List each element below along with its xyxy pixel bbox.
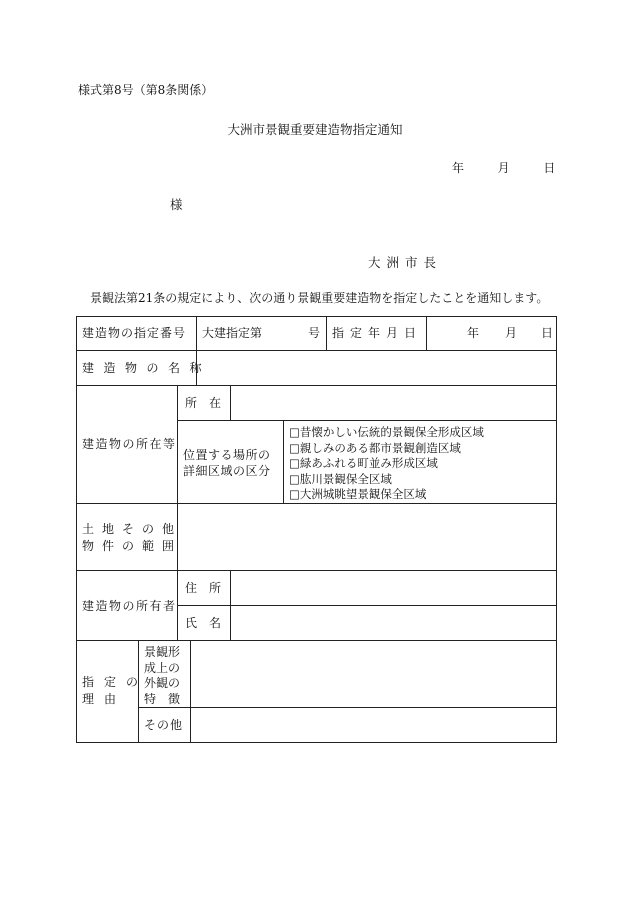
reason-label-line1: 指定の (82, 675, 149, 689)
land-label-line2: 物件の範囲 (82, 539, 183, 553)
zone-label-line1: 位置する場所の (183, 448, 271, 462)
addressee: 様 (170, 197, 183, 212)
feature-label-line1: 景観形 (144, 645, 181, 659)
feature-label-line3: 外観の (144, 676, 181, 690)
zone-checkbox-urban[interactable]: □親しみのある都市景観創造区域 (289, 440, 461, 455)
form-number: 様式第8号（第8条関係） (78, 83, 214, 97)
reason-label-line2: 理由 (82, 692, 127, 706)
designation-date-month: 月 (505, 326, 518, 340)
date-day-label: 日 (543, 161, 556, 175)
location-label: 建造物の所在等 (82, 437, 177, 451)
notice-date (452, 162, 555, 174)
zone-checkbox-hijikawa[interactable]: □肱川景観保全区域 (289, 471, 392, 486)
date-year-label: 年 (452, 161, 465, 175)
designation-number-label: 建造物の指定番号 (82, 326, 187, 340)
zone-checkbox-list (289, 425, 484, 503)
zone-checkbox-traditional[interactable]: □昔懐かしい伝統的景観保全形成区域 (289, 425, 484, 439)
feature-label (144, 645, 180, 707)
zone-label-line2: 詳細区域の区分 (183, 464, 271, 478)
building-name-label: 建造物の名称 (82, 361, 212, 375)
designation-date-label: 指定年月日 (332, 326, 423, 340)
designation-date-year: 年 (467, 326, 480, 340)
feature-label-line2: 成上の (144, 660, 181, 675)
date-month-label: 月 (497, 161, 510, 175)
intro-text: 景観法第21条の規定により、次の通り景観重要建造物を指定したことを通知します。 (90, 291, 549, 305)
land-label-line1: 土地その他 (82, 522, 183, 536)
designation-number-prefix: 大建指定第 (202, 326, 263, 340)
sender-name: 大洲市長 (368, 255, 443, 270)
designation-date-day: 日 (541, 326, 554, 340)
other-label: その他 (144, 718, 184, 732)
zone-checkbox-green[interactable]: □緑あふれる町並み形成区域 (289, 456, 438, 471)
zone-checkbox-castle-view[interactable]: □大洲城眺望景観保全区域 (289, 487, 427, 502)
owner-address-label: 住 所 (185, 581, 222, 595)
owner-name-label: 氏 名 (185, 616, 222, 630)
owner-label: 建造物の所有者 (82, 599, 177, 613)
designation-number-suffix: 号 (308, 326, 321, 340)
location-address-label: 所 在 (185, 396, 222, 410)
feature-label-line4: 特 徴 (144, 691, 181, 706)
document-title: 大洲市景観重要建造物指定通知 (227, 122, 403, 137)
